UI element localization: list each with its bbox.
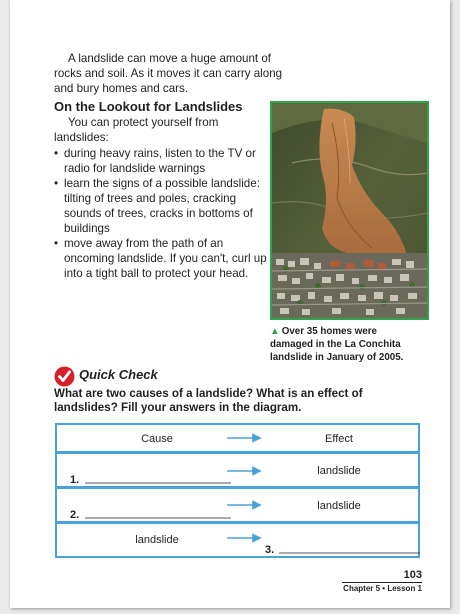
page-number: 103 [403, 569, 422, 581]
row-3-number: 3. [265, 544, 275, 556]
cause-header: Cause [141, 433, 173, 445]
list-item: • during heavy rains, listen to the TV or radio for landslide warnings [54, 146, 268, 176]
arrow-right-icon [227, 435, 260, 442]
section-intro: You can protect yourself from landslides: [54, 116, 219, 144]
list-item: • move away from the path of an oncoming landslide. If you can't, curl up into a tight ball to protect your head. [54, 236, 268, 281]
quick-check-question: What are two causes of a landslide? What is an effect of landslides? Fill your answers in the diagram. [54, 387, 363, 414]
photo-caption [270, 326, 420, 364]
row-1-effect: landslide [317, 465, 361, 477]
caption-text: Over 35 homes were damaged in the La Conchita landslide in January of 2005. [270, 326, 404, 363]
aerial-landslide-image [272, 103, 427, 318]
quick-check-title: Quick Check [79, 367, 158, 382]
checkmark-icon [54, 366, 75, 387]
footer-divider [342, 582, 422, 583]
effect-header: Effect [325, 433, 353, 445]
section-heading: On the Lookout for Landslides [54, 99, 243, 114]
arrow-right-icon [227, 468, 260, 475]
diagram-frame [55, 423, 420, 558]
arrow-right-icon [227, 502, 260, 509]
row-2-number: 2. [70, 509, 80, 521]
row-1-number: 1. [70, 474, 80, 486]
intro-paragraph: A landslide can move a huge amount of rocks and soil. As it moves it can carry along and bury homes and cars. [54, 52, 283, 95]
table-row [56, 453, 419, 487]
caption-triangle-icon: ▲ [270, 326, 280, 337]
textbook-page [10, 0, 450, 608]
page-footer [342, 569, 422, 593]
list-item: • learn the signs of a possible landslide: tilting of trees and poles, cracking sounds of trees, cracks in bottoms of buildings [54, 176, 268, 236]
cause-effect-diagram [55, 423, 420, 558]
chapter-lesson-label: Chapter 5 • Lesson 1 [343, 584, 422, 593]
landslide-photo [270, 101, 429, 320]
table-row [56, 523, 419, 557]
row-3-cause: landslide [135, 534, 179, 546]
row-2-effect: landslide [317, 500, 361, 512]
arrow-right-icon [227, 535, 260, 542]
safety-tips-list [54, 146, 268, 281]
